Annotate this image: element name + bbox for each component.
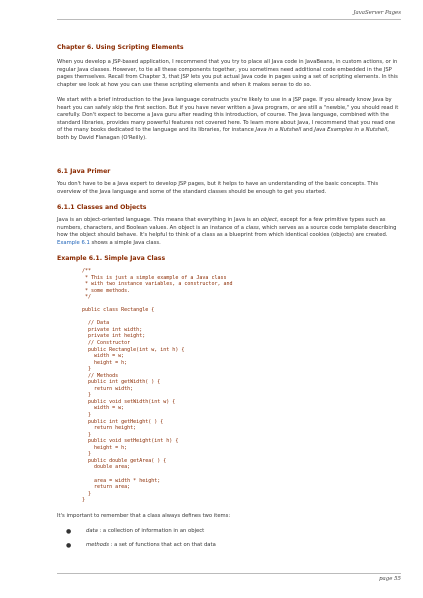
classes-text-2: , except for a few primitive types such as numbers, characters, and Boolean values. An object is an instance of a — [57, 217, 386, 231]
classes-paragraph — [57, 217, 401, 247]
list-desc: : a set of functions that act on that data — [109, 541, 216, 548]
term-object: object — [260, 217, 277, 223]
example-title: Example 6.1. Simple Java Class — [57, 255, 166, 262]
section-spacer — [57, 150, 401, 168]
list-item — [57, 528, 401, 536]
book-title-1: Java in a Nutshell — [255, 127, 302, 133]
closing-paragraph: It's important to remember that a class always defines two items: — [57, 512, 231, 519]
classes-text-3: , which serves as a source code template describing how the object should behave. It's helpful to think of a class as a blueprint from which identical cookies (objects) are created. — [57, 224, 397, 238]
header-rule — [57, 19, 401, 20]
list-term: data — [86, 528, 98, 535]
footer-rule — [57, 573, 401, 574]
chapter-intro-paragraph-2 — [57, 97, 401, 142]
section-title-classes-objects: 6.1.1 Classes and Objects — [57, 204, 147, 211]
intro2-text-a: We start with a brief introduction to the Java language constructs you're likely to use in a JSP page. If you already know Java by heart you can safely skip the first section. But if you have never written a Java program, or are still a "newbie," you should read it carefully. Don't expect to become a Java guru after reading this introduction, of course. The Java language, combined with the standard libraries, provides many powerful features not covered here. To learn more about Java, I recommend that you read one of the many books dedicated to the language and its libraries, for instance — [57, 97, 399, 133]
intro2-text-b: and — [301, 127, 315, 133]
term-class: class — [245, 224, 259, 231]
list-desc: : a collection of information in an object — [97, 528, 205, 535]
chapter-intro-paragraph: When you develop a JSP-based application, I recommend that you try to place all Java code in JavaBeans, in custom actions, or in regular Java classes. However, to tie all these components together, you sometimes need additional code embedded in the JSP pages themselves. Recall from Chapter 3, that JSP lets you put actual Java code in pages using a set of scripting elements. In this chapter we look at how you can use these scripting elements and when it makes sense to do so. — [57, 59, 398, 88]
example-link[interactable]: Example 6.1 — [57, 239, 90, 246]
page-content — [57, 44, 401, 555]
java-primer-paragraph: You don't have to be a Java expert to develop JSP pages, but it helps to have an understanding of the basic concepts. This overview of the Java language and some of the standard classes should be enough to get you started. — [57, 181, 379, 195]
running-header: JavaServer Pages — [353, 10, 401, 16]
code-listing: /** * This is just a simple example of a Java class * with two instance variables, a constructor, and * some methods. */ public class Rectangle { // Data private int width; private int height; // Constructor public Rectangle(int w, int h) { width = w; height = h; } // Methods public int getWidth( ) { return width; } public void setWidth(int w) { width = w; } public int getHeight( ) { return height; } public void setHeight(int h) { height = h; } public double getArea( ) { double area; area = width * height; return area; } } — [82, 268, 233, 504]
classes-text-4: shows a simple Java class. — [89, 239, 161, 246]
intro2-text-c: , both by David Flanagan (O'Reilly). — [57, 127, 389, 141]
bullet-icon: ● — [66, 528, 72, 536]
page-number: page 55 — [379, 576, 401, 582]
book-title-2: Java Examples in a Nutshell — [314, 127, 388, 133]
section-title-java-primer: 6.1 Java Primer — [57, 168, 111, 175]
chapter-title: Chapter 6. Using Scripting Elements — [57, 44, 184, 51]
definition-list — [57, 528, 401, 549]
list-term: methods — [86, 541, 110, 548]
list-item — [57, 542, 401, 550]
classes-text-1: Java is an object-oriented language. This means that everything in Java is an — [57, 217, 261, 223]
bullet-icon: ● — [66, 541, 72, 549]
